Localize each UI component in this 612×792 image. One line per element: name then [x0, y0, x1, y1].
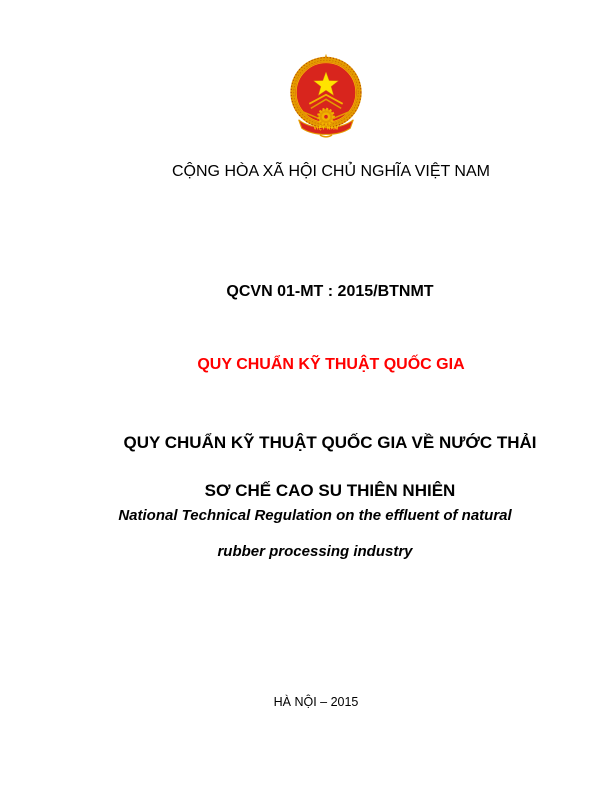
bottom-tassel: [320, 135, 332, 137]
gear-hole: [324, 115, 328, 119]
regulation-title-english: [9, 489, 612, 579]
regulation-title-en-line2: rubber processing industry: [217, 543, 413, 560]
regulation-title-en-line1: National Technical Regulation on the effluent of natural: [118, 507, 512, 524]
place-year: HÀ NỘI – 2015: [273, 695, 359, 709]
regulation-heading-red: QUY CHUẨN KỸ THUẬT QUỐC GIA: [197, 356, 465, 373]
vietnam-national-emblem: [288, 53, 364, 138]
regulation-title-vi-line2: SƠ CHẾ CAO SU THIÊN NHIÊN: [204, 481, 456, 500]
banner-text: VIỆT NAM: [313, 125, 339, 131]
national-motto: CỘNG HÒA XÃ HỘI CHỦ NGHĨA VIỆT NAM: [172, 163, 490, 180]
document-code: QCVN 01-MT : 2015/BTNMT: [226, 283, 434, 300]
regulation-title-vi-line1: QUY CHUẨN KỸ THUẬT QUỐC GIA VỀ NƯỚC THẢI: [123, 433, 537, 452]
